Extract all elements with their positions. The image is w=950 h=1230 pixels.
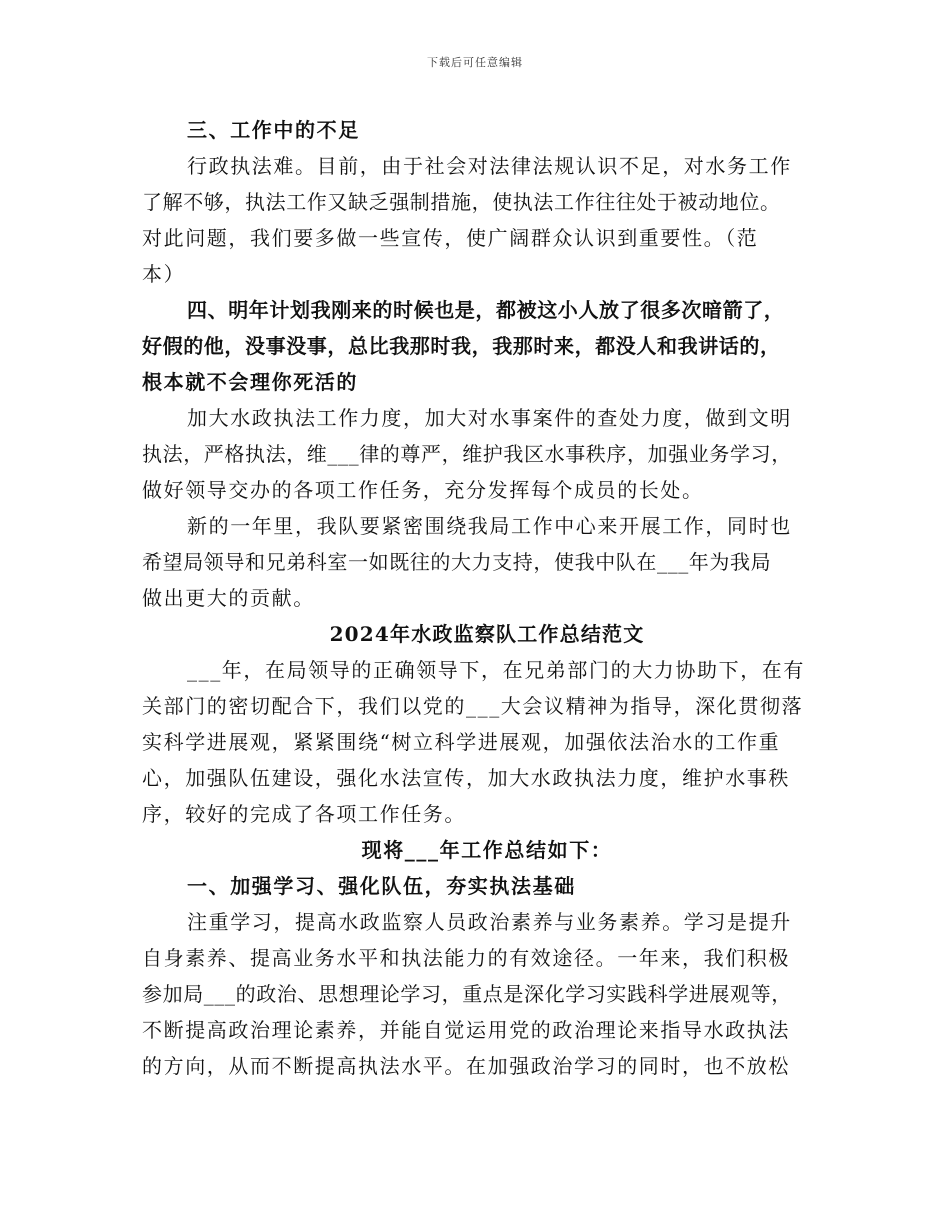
summary-intro-heading: 现将___年工作总结如下： (361, 838, 613, 862)
paragraph-line: 本） (142, 262, 186, 286)
paragraph-line: 执法，严格执法，维___律的尊严，维护我区水事秩序，加强业务学习， (142, 442, 792, 466)
page-header: 下载后可任意编辑 (427, 56, 523, 69)
paragraph-line: 注重学习，提高水政监察人员政治素养与业务素养。学习是提升 (187, 910, 792, 934)
section-heading-next-year-plan: 四、明年计划我刚来的时候也是，都被这小人放了很多次暗箭了， (187, 298, 785, 322)
paragraph-line: 对此问题，我们要多做一些宣传，使广阔群众认识到重要性。（范 (142, 226, 759, 250)
paragraph-line: 关部门的密切配合下，我们以党的___大会议精神为指导，深化贯彻落 (142, 694, 804, 718)
paragraph-line: 加大水政执法工作力度，加大对水事案件的查处力度，做到文明 (187, 406, 792, 430)
section-heading-line: 好假的他，没事没事，总比我那时我，我那时来，都没人和我讲话的， (142, 334, 781, 358)
paragraph-line: 希望局领导和兄弟科室一如既往的大力支持，使我中队在___年为我局 (142, 550, 772, 574)
paragraph-line: 参加局___的政治、思想理论学习，重点是深化学习实践科学进展观等， (142, 982, 792, 1006)
paragraph-line: 自身素养、提高业务水平和执法能力的有效途径。一年来，我们积极 (142, 946, 790, 970)
paragraph-line: 新的一年里，我队要紧密围绕我局工作中心来开展工作，同时也 (187, 514, 792, 538)
section-heading-line: 根本就不会理你死活的 (142, 370, 358, 394)
paragraph-line: 了解不够，执法工作又缺乏强制措施，使执法工作往往处于被动地位。 (142, 190, 781, 214)
paragraph-line: 心，加强队伍建设，强化水法宣传，加大水政执法力度，维护水事秩 (142, 766, 790, 790)
paragraph-line: 做好领导交办的各项工作任务，充分发挥每个成员的长处。 (142, 478, 704, 502)
paragraph-line: 做出更大的贡献。 (142, 586, 315, 610)
paragraph-line: 实科学进展观，紧紧围绕“树立科学进展观，加强依法治水的工作重 (142, 730, 781, 754)
section-heading-study: 一、加强学习、强化队伍，夯实执法基础 (187, 874, 576, 898)
document-title: 2024年水政监察队工作总结范文 (329, 622, 645, 646)
paragraph-line: 行政执法难。目前，由于社会对法律法规认识不足，对水务工作 (187, 154, 792, 178)
paragraph-line: 序，较好的完成了各项工作任务。 (142, 802, 466, 826)
section-heading-shortcomings: 三、工作中的不足 (187, 118, 360, 142)
document-body (142, 112, 832, 1084)
paragraph-line: ___年，在局领导的正确领导下，在兄弟部门的大力协助下，在有 (187, 658, 805, 682)
paragraph-line: 不断提高政治理论素养，并能自觉运用党的政治理论来指导水政执法 (142, 1018, 790, 1042)
paragraph-line: 的方向，从而不断提高执法水平。在加强政治学习的同时，也不放松 (142, 1054, 790, 1078)
